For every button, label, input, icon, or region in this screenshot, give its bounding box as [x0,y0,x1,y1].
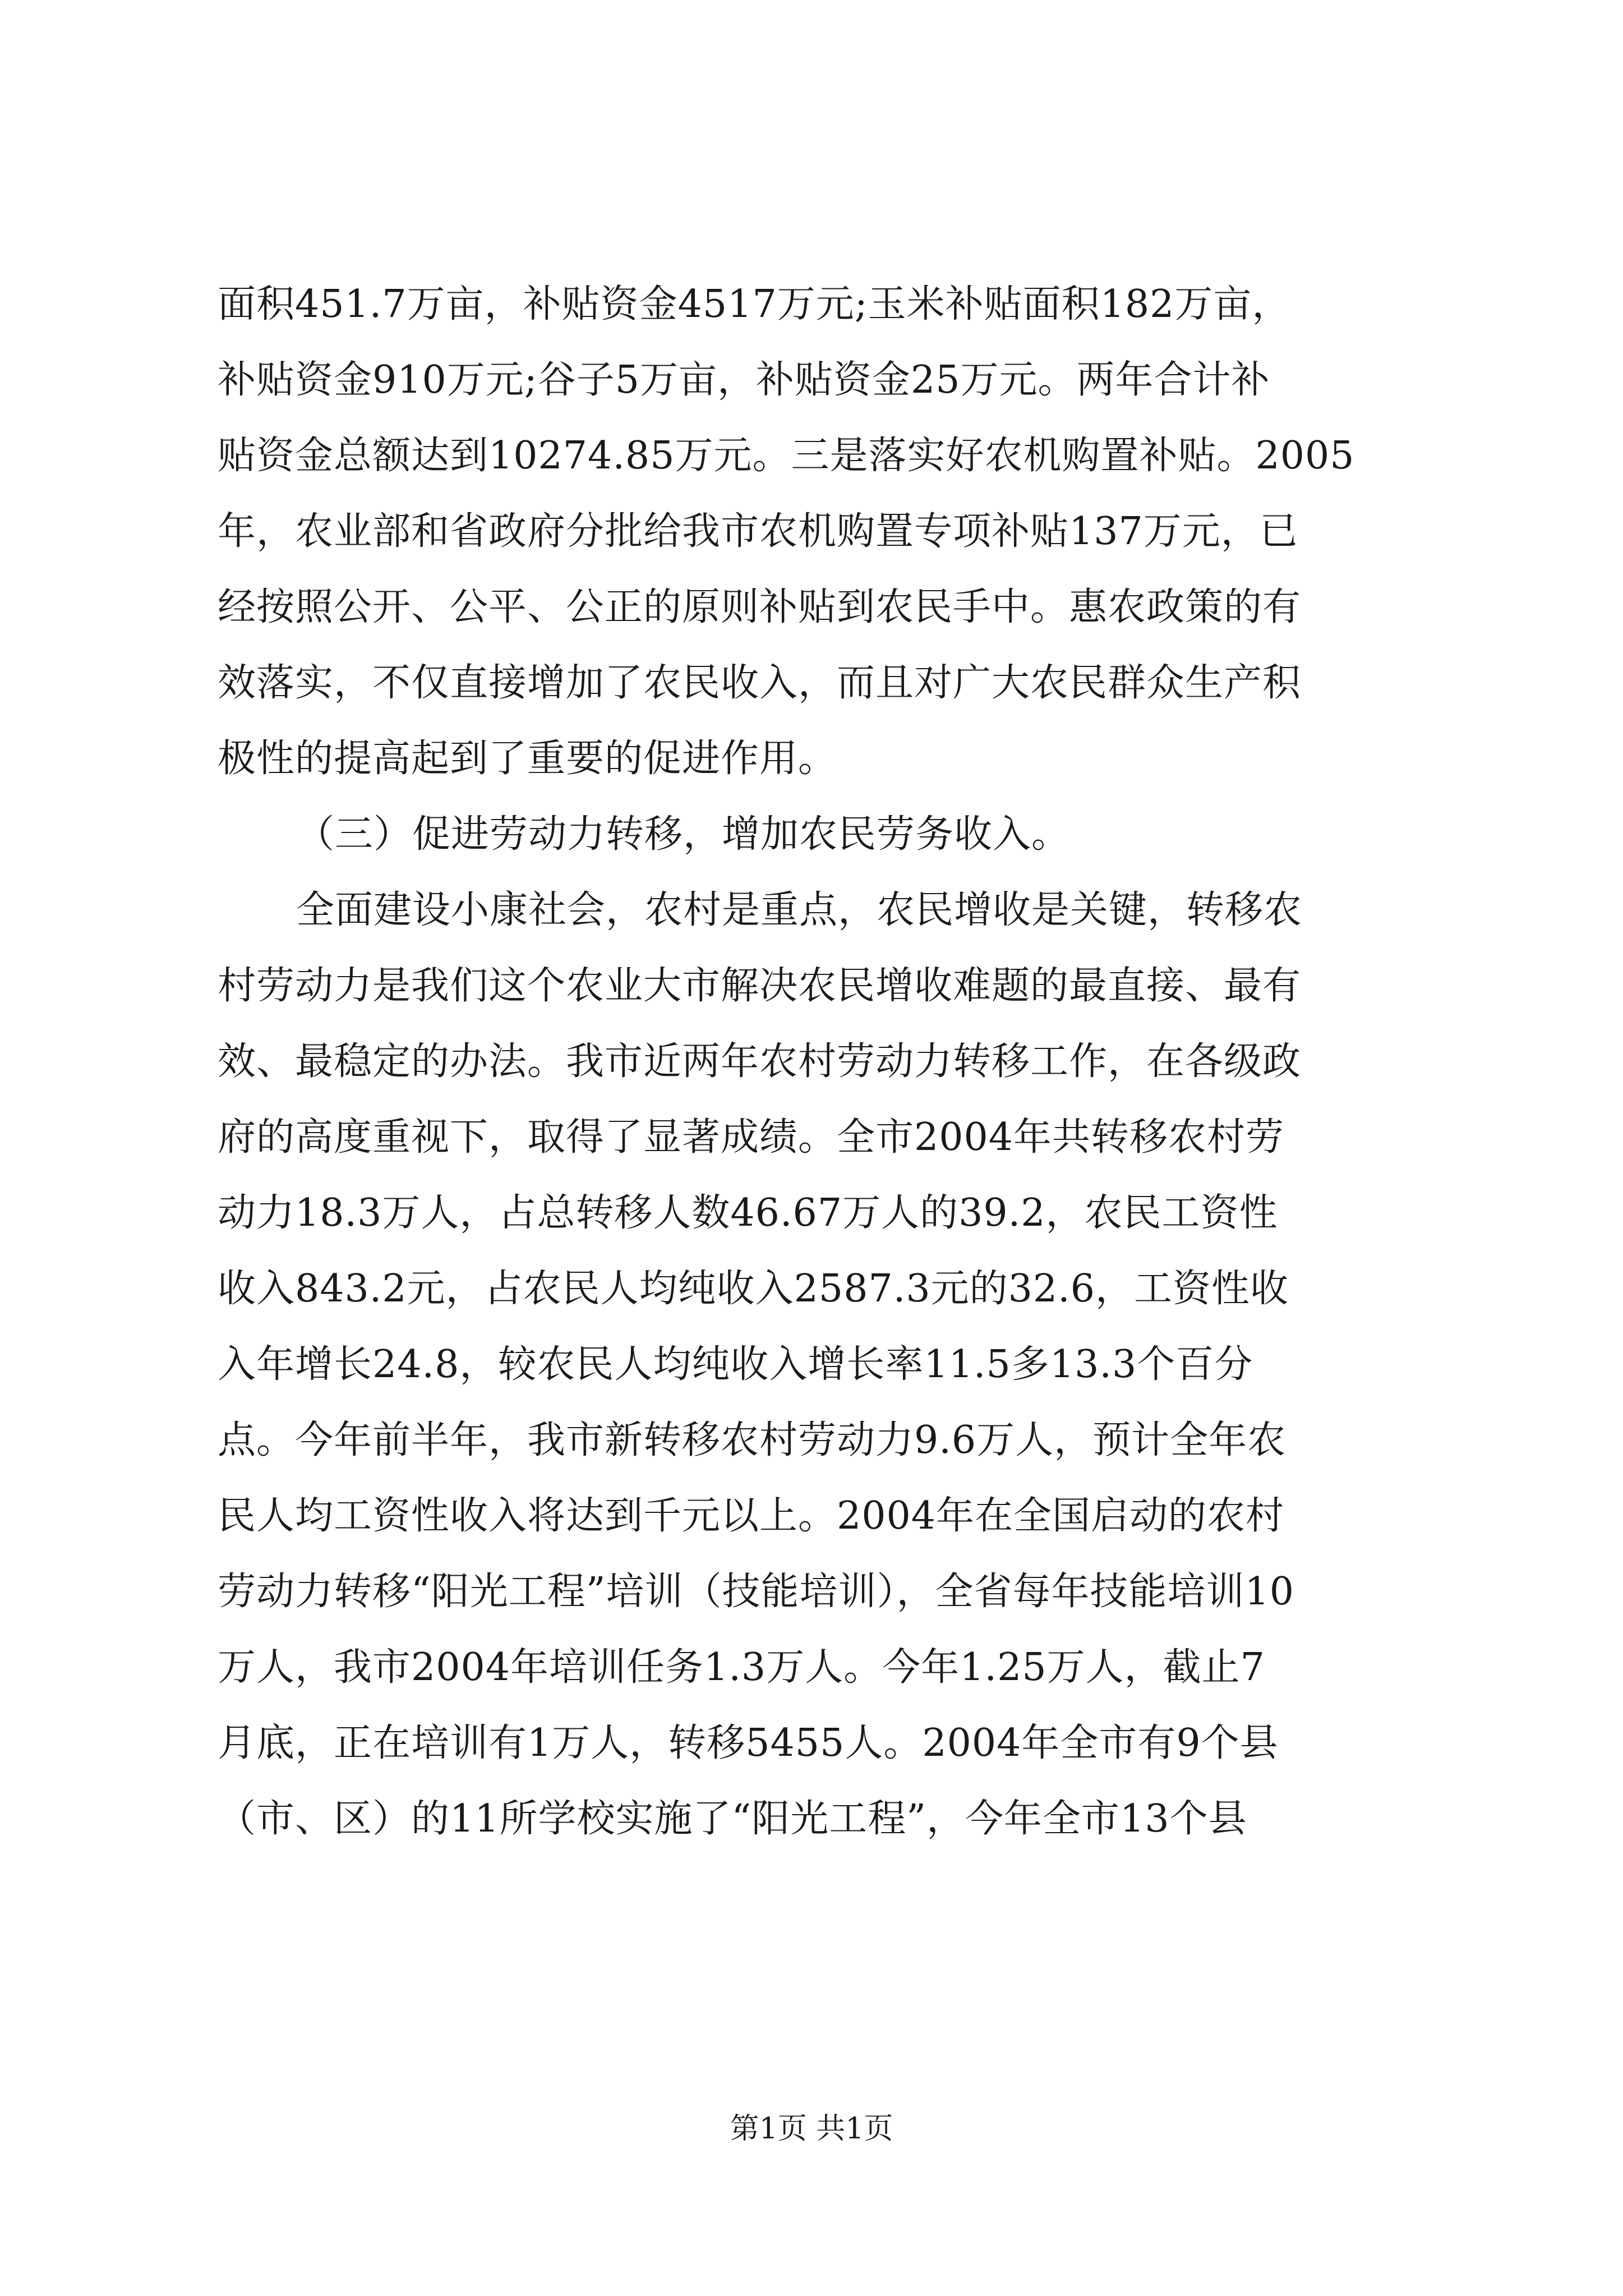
text-line: 入年增长24.8，较农民人均纯收入增长率11.5多13.3个百分 [218,1342,1253,1387]
text-line: 收入843.2元，占农民人均纯收入2587.3元的32.6，工资性收 [218,1267,1289,1311]
section-heading: （三）促进劳动力转移，增加农民劳务收入。 [296,812,1071,857]
text-line: 万人，我市2004年培训任务1.3万人。今年1.25万人，截止7 [218,1645,1265,1690]
text-line: 劳动力转移“阳光工程”培训（技能培训），全省每年技能培训10 [218,1570,1295,1614]
text-line: 民人均工资性收入将达到千元以上。2004年在全国启动的农村 [218,1494,1285,1538]
text-line: 经按照公开、公平、公正的原则补贴到农民手中。惠农政策的有 [218,585,1302,629]
text-line: 月底，正在培训有1万人，转移5455人。2004年全市有9个县 [218,1721,1279,1765]
document-body [218,266,1423,1857]
text-line: 村劳动力是我们这个农业大市解决农民增收难题的最直接、最有 [218,964,1302,1008]
text-line: 效、最稳定的办法。我市近两年农村劳动力转移工作，在各级政 [218,1039,1302,1084]
text-line: 面积451.7万亩，补贴资金4517万元;玉米补贴面积182万亩， [218,282,1291,326]
text-line: 极性的提高起到了重要的促进作用。 [218,737,837,781]
text-line: （市、区）的11所学校实施了“阳光工程”，今年全市13个县 [218,1797,1247,1841]
text-line: 动力18.3万人，占总转移人数46.67万人的39.2，农民工资性 [218,1191,1278,1235]
text-line: 点。今年前半年，我市新转移农村劳动力9.6万人，预计全年农 [218,1418,1287,1462]
text-line: 效落实，不仅直接增加了农民收入，而且对广大农民群众生产积 [218,661,1302,705]
text-line: 府的高度重视下，取得了显著成绩。全市2004年共转移农村劳 [218,1115,1285,1159]
paragraph-first-line: 全面建设小康社会，农村是重点，农民增收是关键，转移农 [296,888,1303,932]
page-footer: 第1页 共1页 [730,2112,893,2146]
text-line: 贴资金总额达到10274.85万元。三是落实好农机购置补贴。2005 [218,434,1355,478]
text-line: 补贴资金910万元;谷子5万亩，补贴资金25万元。两年合计补 [218,358,1270,402]
text-line: 年，农业部和省政府分批给我市农机购置专项补贴137万元，已 [218,509,1298,554]
